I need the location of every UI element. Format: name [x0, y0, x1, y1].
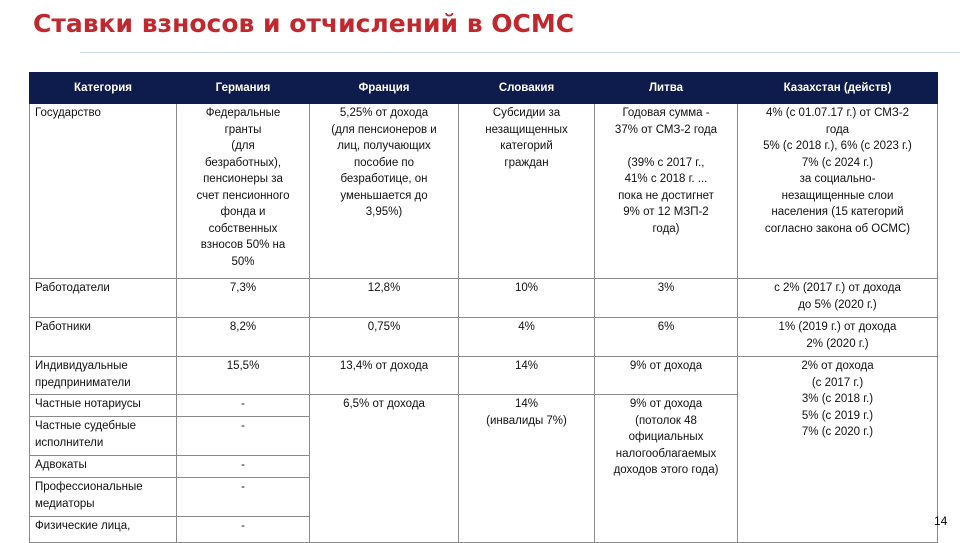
cell-germany: -: [177, 517, 310, 543]
table-row-employees: [30, 318, 938, 357]
cell-kazakhstan: 4% (с 01.07.17 г.) от СМЗ-2 года 5% (с 2018 г.), 6% (с 2023 г.) 7% (с 2024 г.) за социально- незащищенные слои населения (15 категорий согласно закона об ОСМС): [738, 104, 938, 279]
cell-germany: 15,5%: [177, 357, 310, 395]
cell-category: Индивидуальные предприниматели: [30, 357, 177, 395]
cell-france: 13,4% от дохода: [310, 357, 459, 395]
cell-lithuania-merged: 9% от дохода (потолок 48 официальных налогооблагаемых доходов этого года): [595, 395, 738, 543]
cell-germany: 8,2%: [177, 318, 310, 357]
cell-category: Государство: [30, 104, 177, 279]
cell-kazakhstan-merged: 2% от дохода (с 2017 г.) 3% (с 2018 г.) 5% (с 2019 г.) 7% (с 2020 г.): [738, 357, 938, 543]
table-row-entrepreneurs: [30, 357, 938, 395]
cell-category: Профессиональные медиаторы: [30, 478, 177, 517]
cell-category: Физические лица,: [30, 517, 177, 543]
cell-category: Работники: [30, 318, 177, 357]
cell-france: 5,25% от дохода (для пенсионеров и лиц, получающих пособие по безработице, он уменьшается до 3,95%): [310, 104, 459, 279]
table-row-state: [30, 104, 938, 279]
cell-category: Работодатели: [30, 279, 177, 318]
header-france: Франция: [310, 73, 459, 104]
header-kazakhstan: Казахстан (действ): [738, 73, 938, 104]
cell-lithuania: 6%: [595, 318, 738, 357]
cell-slovakia: Субсидии за незащищенных категорий граждан: [459, 104, 595, 279]
cell-lithuania: 9% от дохода: [595, 357, 738, 395]
table-row-employers: [30, 279, 938, 318]
cell-category: Адвокаты: [30, 456, 177, 478]
cell-slovakia: 10%: [459, 279, 595, 318]
cell-germany: Федеральные гранты (для безработных), пенсионеры за счет пенсионного фонда и собственных взносов 50% на 50%: [177, 104, 310, 279]
table-header-row: [30, 73, 938, 104]
cell-germany: -: [177, 456, 310, 478]
cell-slovakia: 14%: [459, 357, 595, 395]
cell-lithuania: 3%: [595, 279, 738, 318]
header-germany: Германия: [177, 73, 310, 104]
cell-france-merged: 6,5% от дохода: [310, 395, 459, 543]
page-number: 14: [934, 514, 948, 528]
cell-germany: -: [177, 417, 310, 456]
title-divider: [80, 52, 960, 53]
cell-germany: -: [177, 478, 310, 517]
cell-category: Частные нотариусы: [30, 395, 177, 417]
cell-kazakhstan: 1% (2019 г.) от дохода 2% (2020 г.): [738, 318, 938, 357]
cell-slovakia: 4%: [459, 318, 595, 357]
contribution-rates-table: [29, 72, 938, 543]
header-lithuania: Литва: [595, 73, 738, 104]
cell-germany: 7,3%: [177, 279, 310, 318]
cell-germany: -: [177, 395, 310, 417]
cell-category: Частные судебные исполнители: [30, 417, 177, 456]
header-category: Категория: [30, 73, 177, 104]
cell-lithuania: Годовая сумма - 37% от СМЗ-2 года (39% с 2017 г., 41% с 2018 г. ... пока не достигнет 9% от 12 МЗП-2 года): [595, 104, 738, 279]
cell-france: 12,8%: [310, 279, 459, 318]
cell-kazakhstan: с 2% (2017 г.) от дохода до 5% (2020 г.): [738, 279, 938, 318]
slide-title: Ставки взносов и отчислений в ОСМС: [33, 9, 575, 38]
header-slovakia: Словакия: [459, 73, 595, 104]
cell-slovakia-merged: 14% (инвалиды 7%): [459, 395, 595, 543]
cell-france: 0,75%: [310, 318, 459, 357]
